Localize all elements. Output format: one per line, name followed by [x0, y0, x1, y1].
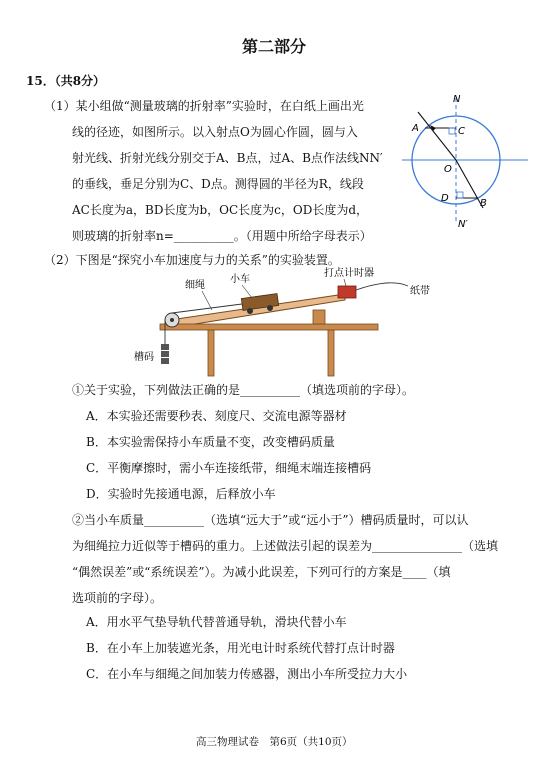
question-header: 15．（共8分） — [26, 74, 106, 88]
q2-line: ②当小车质量__________（选填“远大于”或“远小于”）槽码质量时，可以认 — [72, 513, 469, 527]
table-leg — [328, 330, 334, 376]
apparatus-diagram — [130, 266, 460, 378]
label-cart: 小车 — [230, 274, 250, 285]
q2-option-b: B．在小车上加装遮光条，用光电计时系统代替打点计时器 — [86, 641, 395, 655]
label-o: O — [444, 164, 452, 175]
q1-option-b: B．本实验需保持小车质量不变，改变槽码质量 — [86, 435, 335, 449]
page-title: 第二部分 — [242, 37, 307, 56]
label-rope: 细绳 — [185, 280, 205, 291]
incident-ray — [418, 112, 456, 160]
page-footer: 高三物理试卷 第6页（共10页） — [196, 736, 353, 748]
q2-line: “偶然误差”或“系统误差”）。为减小此误差，下列可行的方案是____（填 — [72, 565, 451, 579]
refraction-diagram — [400, 90, 530, 230]
part1-line: AC长度为a，BD长度为b，OC长度为c，OD长度为d， — [72, 203, 369, 217]
weights-icon — [161, 344, 169, 350]
label-b: B — [480, 198, 487, 209]
table-top — [160, 324, 378, 330]
label-weights: 槽码 — [134, 352, 154, 363]
q1-option-a: A．本实验还需要秒表、刻度尺、交流电源等器材 — [86, 409, 347, 423]
q2-option-c: C．在小车与细绳之间加装力传感器，测出小车所受拉力大小 — [86, 667, 408, 681]
q1-option-d: D．实验时先接通电源，后释放小车 — [86, 487, 276, 501]
part1-line: 射光线、折射光线分别交于A、B点，过A、B点作法线NN′ — [72, 151, 383, 165]
part2-intro: （2）下图是“探究小车加速度与力的关系”的实验装置。 — [44, 253, 340, 267]
table-leg — [208, 330, 214, 376]
label-n: N — [453, 94, 461, 105]
label-a: A — [412, 123, 419, 134]
label-n-prime: N′ — [458, 219, 468, 230]
label-tape: 纸带 — [410, 286, 430, 297]
q2-line: 选项前的字母）。 — [72, 591, 163, 605]
label-c: C — [458, 126, 465, 137]
timer-icon — [338, 286, 356, 298]
part1-line: 则玻璃的折射率n=__________。（用题中所给字母表示） — [72, 229, 372, 243]
q1-stem: ①关于实验，下列做法正确的是__________（填选项前的字母）。 — [72, 383, 415, 397]
label-timer: 打点计时器 — [324, 268, 374, 279]
part1-line: 的垂线，垂足分别为C、D点。测得圆的半径为R，线段 — [72, 177, 364, 191]
q2-line: 为细绳拉力近似等于槽码的重力。上述做法引起的误差为_______________（选填 — [72, 539, 499, 553]
wedge-block — [313, 310, 325, 324]
part1-line: 线的径迹，如图所示。以入射点O为圆心作圆，圆与入 — [72, 125, 358, 139]
label-d: D — [441, 193, 449, 204]
refracted-ray — [456, 160, 483, 208]
q2-option-a: A．用水平气垫导轨代替普通导轨，滑块代替小车 — [86, 615, 347, 629]
part1-line: （1）某小组做“测量玻璃的折射率”实验时，在白纸上画出光 — [44, 99, 364, 113]
q1-option-c: C．平衡摩擦时，需小车连接纸带，细绳末端连接槽码 — [86, 461, 372, 475]
tape-line — [356, 283, 408, 290]
